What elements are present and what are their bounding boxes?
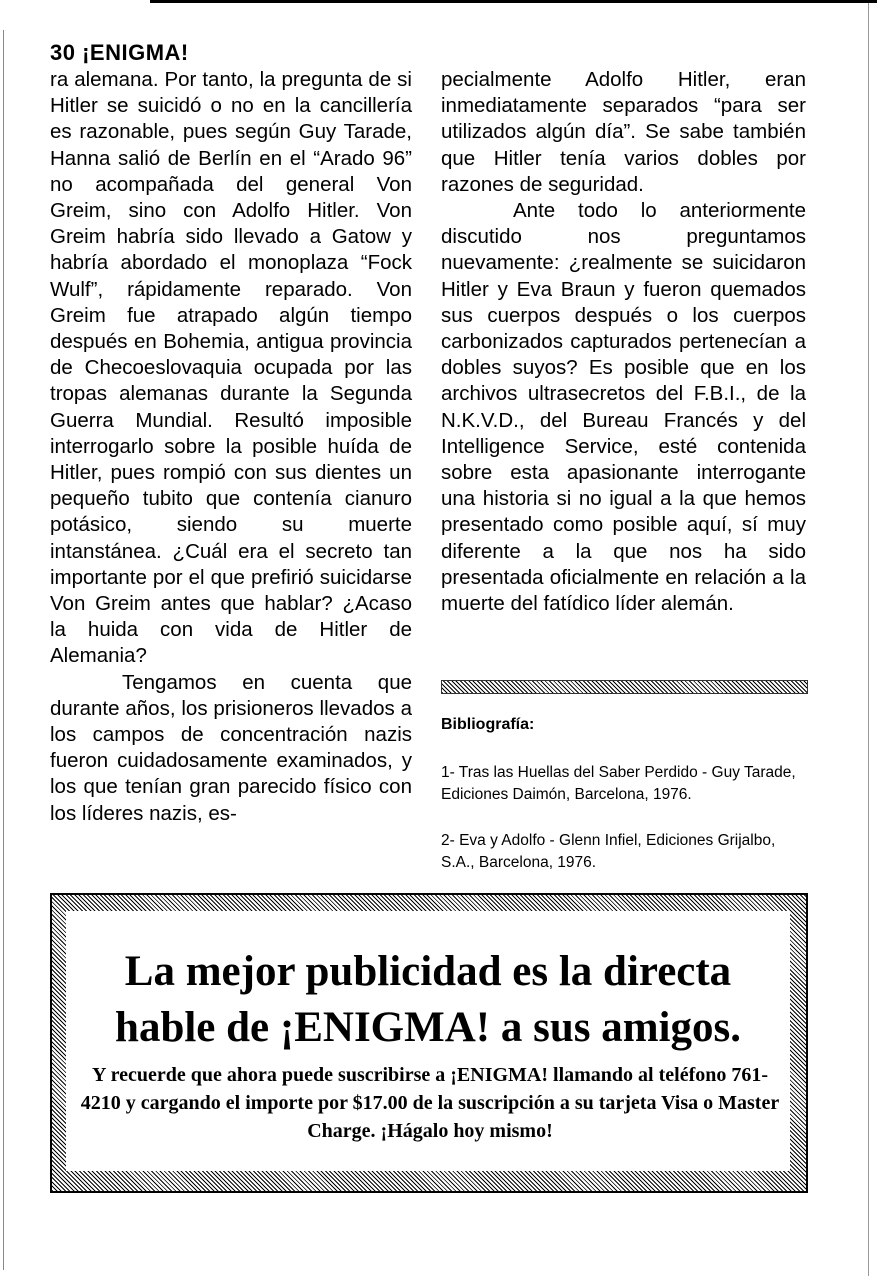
page-header: 30 ¡ENIGMA!	[50, 40, 189, 65]
advertisement-box	[50, 893, 808, 1193]
page-edge-right	[868, 0, 869, 1276]
page-edge-left	[3, 30, 4, 1270]
right-paragraph-2: Ante todo lo anteriormente discutido nos preguntamos nuevamente: ¿realmente se suicidaron Hitler y Eva Braun y fueron quemados sus cuerpos después o los cuerpos carbonizados capturados pertenecían a dobles suyos? Es posible que en los archivos ultrasecretos del F.B.I., de la N.K.V.D., del Bureau Francés y del Intelligence Service, esté contenida sobre esta apasionante interrogante una historia si no igual a la que hemos presentado como posible aquí, sí muy diferente a la que nos ha sido presentada oficialmente en relación a la muerte del fatídico líder alemán.	[441, 199, 806, 616]
left-paragraph-1: ra alemana. Por tanto, la pregunta de si Hitler se suicidó o no en la cancillería es razonable, pues según Guy Tarade, Hanna salió de Berlín en el “Arado 96” no acompañada del general Von Greim, sino con Adolfo Hitler. Von Greim habría sido llevado a Gatow y habría abordado el monoplaza “Fock Wulf”, rápidamente reparado. Von Greim fue atrapado algún tiempo después en Bohemia, antigua provincia de Checoeslovaquia ocupada por las tropas alemanas durante la Segunda Guerra Mundial. Resultó imposible interrogarlo sobre la posible huída de Hitler, pues rompió con sus dientes un pequeño tubito que contenía cianuro potásico, siendo su muerte intanstánea. ¿Cuál era el secreto tan importante por el que prefirió suicidarse Von Greim antes que hablar? ¿Acaso la huida con vida de Hitler de Alemania?	[50, 68, 412, 668]
bibliography-entry-2: 2- Eva y Adolfo - Glenn Infiel, Ediciones Grijalbo, S.A., Barcelona, 1976.	[441, 832, 776, 871]
ad-body: Y recuerde que ahora puede suscribirse a ¡ENIGMA! llamando al teléfono 761-4210 y cargando el importe por $17.00 de la suscripción a su tarjeta Visa o Master Charge. ¡Hágalo hoy mismo!	[80, 1064, 780, 1142]
left-paragraph-2: Tengamos en cuenta que durante años, los prisioneros llevados a los campos de concentración nazis fueron cuidadosamente examinados, y los que tenían gran parecido físico con los líderes nazis, es-	[50, 670, 412, 825]
bibliography-title: Bibliografía:	[441, 716, 535, 733]
right-paragraph-1: pecialmente Adolfo Hitler, eran inmediatamente separados “para ser utilizados algún día”. Se sabe también que Hitler tenía varios dobles por razones de seguridad.	[441, 68, 806, 196]
right-column	[441, 67, 806, 617]
section-divider	[441, 680, 808, 694]
advertisement-panel	[66, 911, 790, 1171]
ad-headline-1: La mejor publicidad es la directa	[124, 948, 732, 995]
ad-headline-2: hable de ¡ENIGMA! a sus amigos.	[115, 1004, 741, 1051]
top-rule	[150, 0, 877, 3]
left-column	[50, 67, 412, 827]
bibliography-entry-1: 1- Tras las Huellas del Saber Perdido - Guy Tarade, Ediciones Daimón, Barcelona, 1976.	[441, 764, 796, 803]
